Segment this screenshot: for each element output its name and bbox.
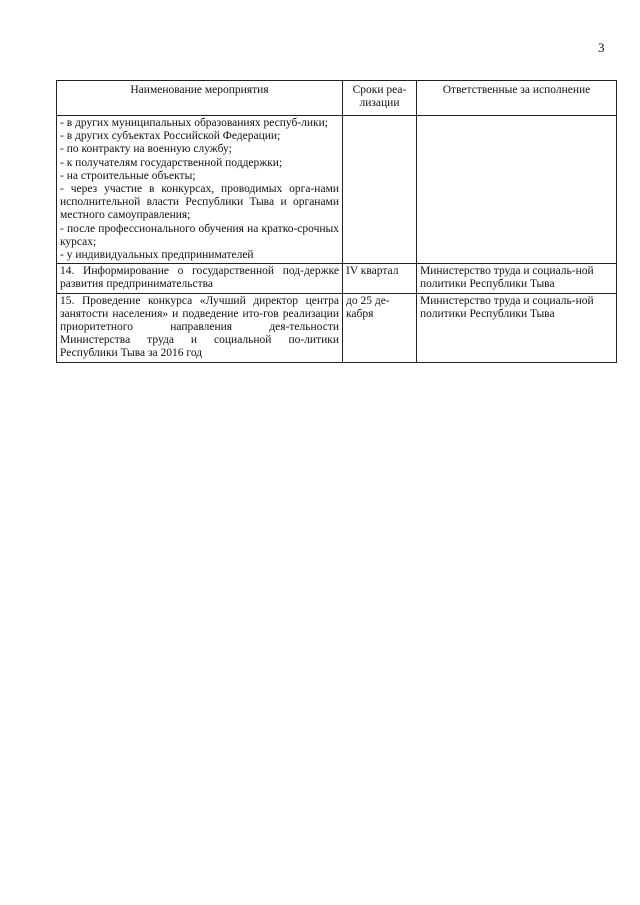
header-deadline-text: Сроки реа- лизации: [352, 84, 407, 110]
list-item: - по контракту на военную службу;: [60, 143, 232, 156]
list-item: - в других муниципальных образованиях респуб-лики;: [60, 117, 328, 129]
list-item: - после профессионального обучения на кратко-срочных курсах;: [60, 222, 339, 248]
cell-deadline-continuation: [343, 116, 417, 264]
list-item: - через участие в конкурсах, проводимых орга-нами исполнительной власти Республики Тыва и органами местного самоуправления;: [60, 183, 339, 222]
header-activity-name: Наименование мероприятия: [57, 81, 343, 116]
table-row: [57, 264, 617, 293]
cell-activity-name: 15. Проведение конкурса «Лучший директор центра занятости населения» и подведение ито-гов реализации приоритетного направления дея-тельности Министерства труда и социальной по-литики Республики Тыва за 2016 год: [57, 293, 343, 362]
table-header-row: [57, 81, 617, 116]
cell-activity-continuation: [57, 116, 343, 264]
page-number: 3: [598, 40, 605, 55]
header-deadline: [343, 81, 417, 116]
table-row-continuation: [57, 116, 617, 264]
list-item: - к получателям государственной поддержки;: [60, 156, 283, 169]
cell-deadline: до 25 де-кабря: [343, 293, 417, 362]
cell-responsible: Министерство труда и социаль-ной политики Республики Тыва: [417, 293, 617, 362]
cell-deadline: IV квартал: [343, 264, 417, 293]
list-item: - на строительные объекты;: [60, 169, 196, 182]
cell-responsible: Министерство труда и социаль-ной политики Республики Тыва: [417, 264, 617, 293]
cell-responsible-continuation: [417, 116, 617, 264]
list-item: - у индивидуальных предпринимателей: [60, 249, 254, 262]
activities-table: [56, 80, 617, 363]
cell-activity-name: 14. Информирование о государственной под-держке развития предпринимательства: [57, 264, 343, 293]
header-responsible: Ответственные за исполнение: [417, 81, 617, 116]
table-row: [57, 293, 617, 362]
list-item: - в других субъектах Российской Федерации;: [60, 130, 281, 143]
